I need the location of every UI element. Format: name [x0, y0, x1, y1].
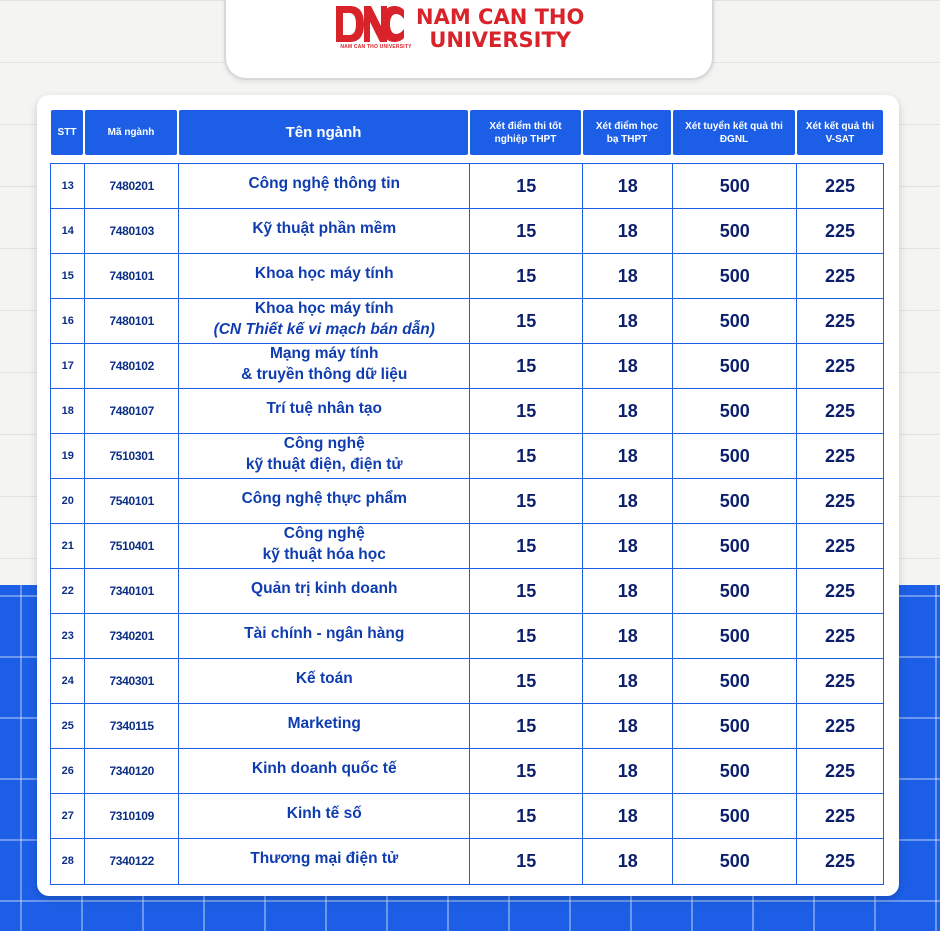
vsat-score-cell: 225: [796, 613, 884, 660]
dgnl-score-cell: 500: [672, 793, 798, 840]
major-code-cell: 7340122: [84, 838, 180, 885]
column-name-header: Tên ngành: [179, 110, 468, 155]
dnc-logo-icon: [334, 4, 406, 44]
major-code-cell: 7480101: [84, 253, 180, 300]
vsat-score-cell: 225: [796, 388, 884, 435]
major-code-cell: 7480107: [84, 388, 180, 435]
hocba-score-cell: 18: [582, 703, 674, 750]
row-number-cell: 17: [50, 343, 86, 390]
row-number-cell: 15: [50, 253, 86, 300]
dgnl-score-cell: 500: [672, 433, 798, 480]
major-name-cell: [178, 478, 471, 525]
hocba-score-cell: 18: [582, 523, 674, 570]
vsat-score-cell: 225: [796, 433, 884, 480]
hocba-score-cell: 18: [582, 163, 674, 210]
vsat-score-cell: 225: [796, 343, 884, 390]
major-name-cell: [178, 838, 471, 885]
vsat-score-cell: 225: [796, 208, 884, 255]
vsat-score-cell: 225: [796, 163, 884, 210]
logo-header: [224, 0, 714, 80]
major-name: Kế toán: [295, 670, 353, 688]
hocba-score-cell: 18: [582, 658, 674, 705]
major-code-cell: 7510301: [84, 433, 180, 480]
thpt-score-cell: 15: [469, 253, 584, 300]
row-number-cell: 27: [50, 793, 86, 840]
major-name: Công nghệ thông tin: [248, 175, 400, 193]
major-code-cell: 7340120: [84, 748, 180, 795]
major-code-cell: 7340115: [84, 703, 180, 750]
column-thpt-header: Xét điểm thi tốt nghiệp THPT: [470, 110, 581, 155]
major-name-cell: [178, 568, 471, 615]
dgnl-score-cell: 500: [672, 703, 798, 750]
university-name-line1: NAM CAN THO: [416, 5, 585, 29]
dgnl-score-cell: 500: [672, 658, 798, 705]
dgnl-score-cell: 500: [672, 568, 798, 615]
major-name-cell: [178, 208, 471, 255]
thpt-score-cell: 15: [469, 388, 584, 435]
major-code-cell: 7480102: [84, 343, 180, 390]
dgnl-score-cell: 500: [672, 208, 798, 255]
vsat-score-cell: 225: [796, 703, 884, 750]
major-name-cell: [178, 523, 471, 570]
major-name: Thương mại điện tử: [250, 850, 399, 868]
hocba-score-cell: 18: [582, 208, 674, 255]
vsat-score-cell: 225: [796, 523, 884, 570]
row-number-cell: 16: [50, 298, 86, 345]
vsat-score-cell: 225: [796, 478, 884, 525]
major-name-cell: [178, 343, 471, 390]
vsat-score-cell: 225: [796, 298, 884, 345]
hocba-score-cell: 18: [582, 748, 674, 795]
thpt-score-cell: 15: [469, 478, 584, 525]
hocba-score-cell: 18: [582, 568, 674, 615]
thpt-score-cell: 15: [469, 613, 584, 660]
row-number-cell: 18: [50, 388, 86, 435]
hocba-score-cell: 18: [582, 253, 674, 300]
thpt-score-cell: 15: [469, 748, 584, 795]
major-name-cell: [178, 388, 471, 435]
vsat-score-cell: 225: [796, 793, 884, 840]
column-stt-header: STT: [51, 110, 83, 155]
major-code-cell: 7310109: [84, 793, 180, 840]
hocba-score-cell: 18: [582, 838, 674, 885]
dgnl-score-cell: 500: [672, 748, 798, 795]
major-code-cell: 7340101: [84, 568, 180, 615]
major-name-cell: [178, 163, 471, 210]
major-name: Kinh tế số: [286, 805, 362, 823]
university-name: [416, 6, 584, 52]
major-name: Tài chính - ngân hàng: [244, 625, 405, 643]
row-number-cell: 25: [50, 703, 86, 750]
vsat-score-cell: 225: [796, 568, 884, 615]
major-code-cell: 7340201: [84, 613, 180, 660]
dgnl-score-cell: 500: [672, 478, 798, 525]
major-code-cell: 7340301: [84, 658, 180, 705]
major-name-line2: (CN Thiết kế vi mạch bán dẫn): [213, 320, 435, 338]
major-name-cell: [178, 793, 471, 840]
major-name-line2: kỹ thuật hóa học: [262, 545, 386, 563]
major-code-cell: 7480103: [84, 208, 180, 255]
dgnl-score-cell: 500: [672, 613, 798, 660]
column-vsat-header: Xét kết quả thi V-SAT: [797, 110, 883, 155]
vsat-score-cell: 225: [796, 253, 884, 300]
major-code-cell: 7480101: [84, 298, 180, 345]
row-number-cell: 19: [50, 433, 86, 480]
hocba-score-cell: 18: [582, 478, 674, 525]
row-number-cell: 26: [50, 748, 86, 795]
major-name-line2: & truyền thông dữ liệu: [241, 365, 408, 383]
thpt-score-cell: 15: [469, 298, 584, 345]
dgnl-score-cell: 500: [672, 838, 798, 885]
major-name: Công nghệ: [283, 524, 365, 542]
row-number-cell: 23: [50, 613, 86, 660]
dgnl-score-cell: 500: [672, 253, 798, 300]
major-name-cell: [178, 703, 471, 750]
thpt-score-cell: 15: [469, 793, 584, 840]
column-code-header: Mã ngành: [85, 110, 177, 155]
logo-small-text: NAM CAN THO UNIVERSITY: [340, 44, 412, 50]
vsat-score-cell: 225: [796, 838, 884, 885]
column-hocba-header: Xét điểm học bạ THPT: [583, 110, 671, 155]
thpt-score-cell: 15: [469, 208, 584, 255]
row-number-cell: 28: [50, 838, 86, 885]
thpt-score-cell: 15: [469, 433, 584, 480]
dgnl-score-cell: 500: [672, 163, 798, 210]
row-number-cell: 24: [50, 658, 86, 705]
row-number-cell: 21: [50, 523, 86, 570]
vsat-score-cell: 225: [796, 658, 884, 705]
row-number-cell: 14: [50, 208, 86, 255]
dgnl-score-cell: 500: [672, 388, 798, 435]
thpt-score-cell: 15: [469, 658, 584, 705]
major-name-cell: [178, 433, 471, 480]
major-name: Khoa học máy tính: [254, 265, 394, 283]
hocba-score-cell: 18: [582, 793, 674, 840]
major-code-cell: 7510401: [84, 523, 180, 570]
major-name: Kinh doanh quốc tế: [251, 760, 397, 778]
thpt-score-cell: 15: [469, 343, 584, 390]
dgnl-score-cell: 500: [672, 298, 798, 345]
major-name-cell: [178, 748, 471, 795]
major-name: Quản trị kinh doanh: [251, 580, 398, 598]
row-number-cell: 22: [50, 568, 86, 615]
major-name-line2: kỹ thuật điện, điện tử: [245, 455, 403, 473]
dgnl-score-cell: 500: [672, 523, 798, 570]
thpt-score-cell: 15: [469, 568, 584, 615]
major-name: Marketing: [287, 715, 361, 733]
vsat-score-cell: 225: [796, 748, 884, 795]
thpt-score-cell: 15: [469, 703, 584, 750]
university-name-line2: UNIVERSITY: [429, 28, 572, 52]
major-name-cell: [178, 658, 471, 705]
major-name-cell: [178, 613, 471, 660]
dgnl-score-cell: 500: [672, 343, 798, 390]
hocba-score-cell: 18: [582, 388, 674, 435]
major-name-cell: [178, 253, 471, 300]
hocba-score-cell: 18: [582, 433, 674, 480]
major-code-cell: 7540101: [84, 478, 180, 525]
major-name: Mạng máy tính: [269, 344, 379, 362]
hocba-score-cell: 18: [582, 298, 674, 345]
row-number-cell: 13: [50, 163, 86, 210]
thpt-score-cell: 15: [469, 163, 584, 210]
row-number-cell: 20: [50, 478, 86, 525]
major-name: Công nghệ thực phẩm: [241, 490, 407, 508]
major-name-cell: [178, 298, 471, 345]
hocba-score-cell: 18: [582, 613, 674, 660]
major-name: Trí tuệ nhân tạo: [266, 400, 382, 418]
major-name: Kỹ thuật phần mềm: [252, 220, 397, 238]
hocba-score-cell: 18: [582, 343, 674, 390]
column-dgnl-header: Xét tuyển kết quả thi ĐGNL: [673, 110, 795, 155]
major-name: Khoa học máy tính: [254, 299, 394, 317]
major-name: Công nghệ: [283, 434, 365, 452]
thpt-score-cell: 15: [469, 523, 584, 570]
major-code-cell: 7480201: [84, 163, 180, 210]
thpt-score-cell: 15: [469, 838, 584, 885]
